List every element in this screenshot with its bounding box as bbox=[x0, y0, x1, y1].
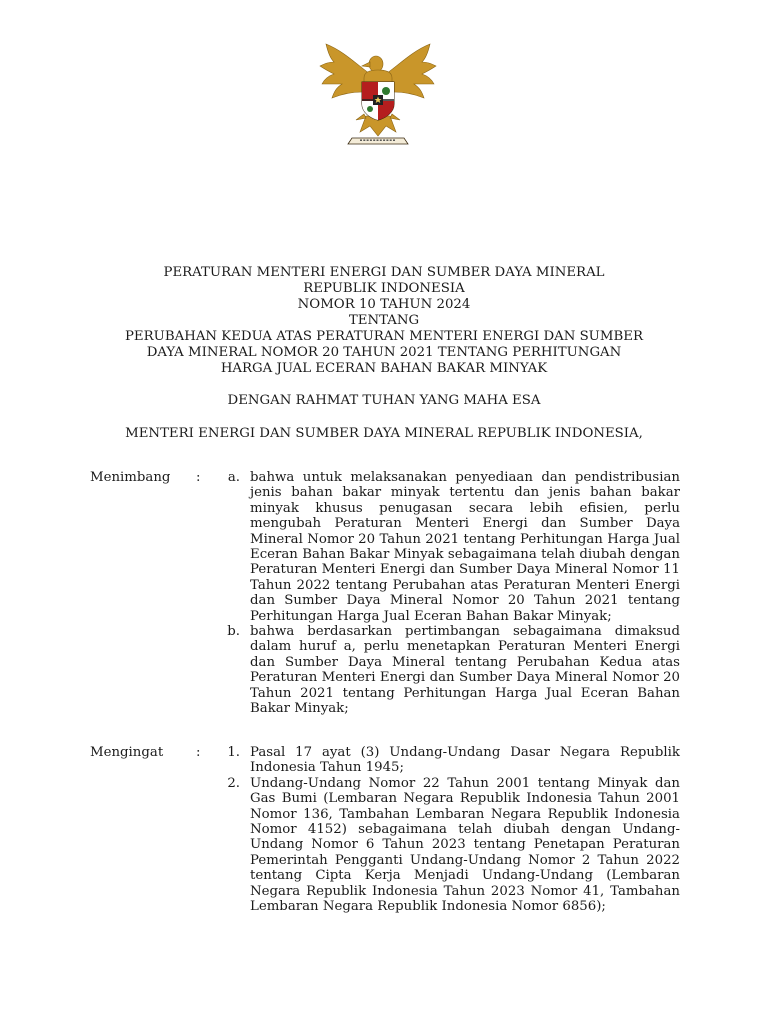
menimbang-colon: : bbox=[196, 470, 201, 485]
mengingat-label: Mengingat bbox=[90, 745, 164, 760]
item-text: bahwa berdasarkan pertimbangan sebagaimana dimaksud dalam huruf a, perlu menetapkan Peraturan Menteri Energi dan Sumber Daya Mineral tentang Perubahan Kedua atas Peraturan Menteri Energi dan Sumber Daya Mineral Nomor 20 Tahun 2021 tentang Perhitungan Harga Jual Eceran Bahan Bakar Minyak; bbox=[250, 624, 680, 717]
item-marker: b. bbox=[227, 624, 240, 640]
title-line-tentang: TENTANG bbox=[348, 313, 420, 328]
menimbang-label: Menimbang bbox=[90, 470, 171, 485]
blessing-line: DENGAN RAHMAT TUHAN YANG MAHA ESA bbox=[227, 393, 541, 408]
menimbang-section bbox=[90, 470, 680, 717]
item-text: bahwa untuk melaksanakan penyediaan dan pendistribusian jenis bahan bakar minyak tertentu dan jenis bahan bakar minyak khusus penugasan secara lebih efisien, perlu mengubah Peraturan Menteri Energi dan Sumber Daya Mineral Nomor 20 Tahun 2021 tentang Perhitungan Harga Jual Eceran Bahan Bakar Minyak sebagaimana telah diubah dengan Peraturan Menteri Energi dan Sumber Daya Mineral Nomor 11 Tahun 2022 tentang Perubahan atas Peraturan Menteri Energi dan Sumber Daya Mineral Nomor 20 Tahun 2021 tentang Perhitungan Harga Jual Eceran Bahan Bakar Minyak; bbox=[250, 470, 680, 624]
mengingat-colon: : bbox=[196, 745, 201, 760]
title-line-subject-2: DAYA MINERAL NOMOR 20 TAHUN 2021 TENTANG PERHITUNGAN bbox=[146, 345, 622, 360]
title-line-subject-1: PERUBAHAN KEDUA ATAS PERATURAN MENTERI ENERGI DAN SUMBER bbox=[124, 329, 643, 344]
menimbang-item-a bbox=[90, 470, 680, 624]
mengingat-item-1 bbox=[90, 745, 680, 776]
title-line-subject-3: HARGA JUAL ECERAN BAHAN BAKAR MINYAK bbox=[220, 361, 548, 376]
title-line-republic: REPUBLIK INDONESIA bbox=[303, 281, 465, 296]
title-line-regulation: PERATURAN MENTERI ENERGI DAN SUMBER DAYA MINERAL bbox=[163, 265, 605, 280]
mengingat-section bbox=[90, 745, 680, 914]
item-marker: 1. bbox=[227, 745, 240, 760]
title-line-number: NOMOR 10 TAHUN 2024 bbox=[297, 297, 471, 312]
menimbang-item-b bbox=[90, 624, 680, 716]
item-text: Pasal 17 ayat (3) Undang-Undang Dasar Negara Republik Indonesia Tahun 1945; bbox=[250, 745, 680, 776]
minister-line: MENTERI ENERGI DAN SUMBER DAYA MINERAL REPUBLIK INDONESIA, bbox=[125, 426, 643, 441]
garuda-pancasila-emblem-icon bbox=[316, 38, 440, 150]
document-heading bbox=[60, 265, 708, 442]
item-marker: a. bbox=[227, 470, 240, 485]
mengingat-item-2 bbox=[90, 776, 680, 915]
item-marker: 2. bbox=[227, 775, 240, 791]
item-text: Undang-Undang Nomor 22 Tahun 2001 tentang Minyak dan Gas Bumi (Lembaran Negara Republik Indonesia Tahun 2001 Nomor 136, Tambahan Lembaran Negara Republik Indonesia Nomor 4152) sebagaimana telah diubah dengan Undang-Undang Nomor 6 Tahun 2023 tentang Penetapan Peraturan Pemerintah Pengganti Undang-Undang Nomor 2 Tahun 2022 tentang Cipta Kerja Menjadi Undang-Undang (Lembaran Negara Republik Indonesia Tahun 2023 Nomor 41, Tambahan Lembaran Negara Republik Indonesia Nomor 6856); bbox=[250, 775, 680, 915]
